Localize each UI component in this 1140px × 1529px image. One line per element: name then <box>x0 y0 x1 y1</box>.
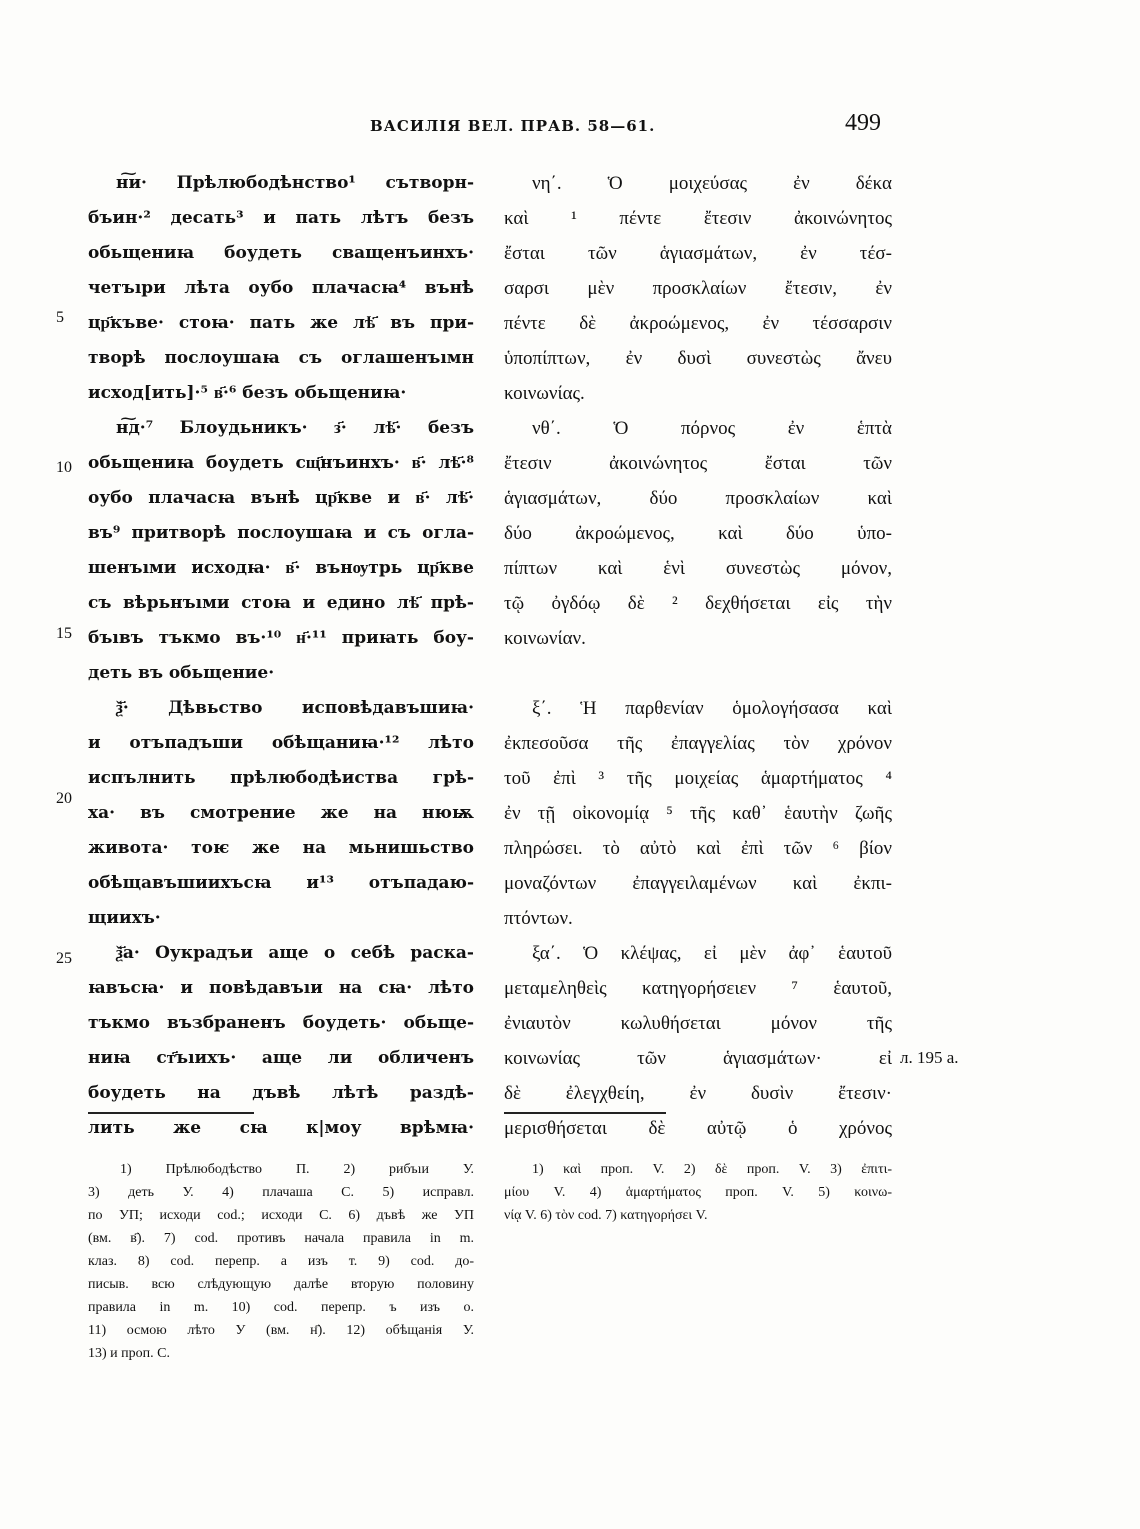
text-line: δύο ἀκροώμενος, καὶ δύο ὑπο- <box>504 523 892 544</box>
text-line: лить же сꙗ к|моу врѣмꙗ· <box>88 1118 474 1138</box>
text-line: μοναζόντων ἐπαγγειλαμένων καὶ ἐκπι- <box>504 873 892 894</box>
footnotes-slavonic <box>88 1158 474 1365</box>
text-line: πίπτων καὶ ἑνὶ συνεστὼς μόνον, <box>504 558 892 579</box>
slavonic-column <box>88 166 474 1146</box>
text-line: испълнить прѣлюбодѣиства грѣ- <box>88 768 474 788</box>
running-header: ВАСИЛІЯ ВЕЛ. ПРАВ. 58—61. <box>370 117 656 135</box>
text-line: κοινωνίας τῶν ἁγιασμάτων· εἰ <box>504 1048 892 1069</box>
line-number: 20 <box>56 790 72 807</box>
text-line: шенъıми исходꙗ· в҃· вънѹтрь цр҃кве <box>88 558 474 578</box>
text-line: ѯ҃а· Оукрадъи аще о себѣ раска- <box>116 943 474 963</box>
text-line: σαρσι μὲν προσκλαίων ἔτεσιν, ἐν <box>504 278 892 299</box>
text-line: νη΄. Ὁ μοιχεύσας ἐν δέκα <box>532 173 892 194</box>
text-line: τοῦ ἐπὶ ³ τῆς μοιχείας ἁμαρτήματος ⁴ <box>504 768 892 789</box>
text-line: δὲ ἐλεγχθείη, ἐν δυσὶν ἔτεσιν· <box>504 1083 892 1104</box>
footnote-divider-left <box>88 1112 254 1114</box>
line-number: 15 <box>56 625 72 642</box>
folio-margin-note: л. 195 а. <box>900 1048 959 1067</box>
text-line: ἔσται τῶν ἁγιασμάτων, ἐν τέσ- <box>504 243 892 264</box>
line-number: 10 <box>56 459 72 476</box>
footnotes-greek <box>504 1158 892 1227</box>
text-line: обѣщавъшиихъсꙗ и¹³ отъпадаю- <box>88 873 474 893</box>
text-line: μερισθήσεται δὲ αὐτῷ ὁ χρόνος <box>504 1118 892 1139</box>
footnote-line: правила in m. 10) cod. перепр. ъ изъ о. <box>88 1300 474 1315</box>
text-line: щиихъ· <box>88 908 161 928</box>
footnote-line: 11) осмою лѣто У (вм. н҃). 12) обѣщанiя У. <box>88 1323 474 1338</box>
footnote-line: писыв. всю слѣдующую далѣе вторую половину <box>88 1277 474 1292</box>
line-number: 5 <box>56 309 64 326</box>
footnote-line: 1) Прѣлюбодѣство П. 2) рибъıи У. <box>120 1162 474 1177</box>
page-number: 499 <box>845 110 881 136</box>
text-line: бъıвъ тъкмо въ·¹⁰ н҃·¹¹ приꙗть боу- <box>88 628 474 648</box>
text-line: четъıри лѣта оубо плачасꙗ⁴ вънѣ <box>88 278 474 298</box>
footnote-line: 3) деть У. 4) плачаша С. 5) исправл. <box>88 1185 474 1200</box>
text-line: κοινωνίαν. <box>504 628 586 649</box>
text-line: н͠и· Прѣлюбодѣнство¹ сътворн- <box>116 173 474 193</box>
line-number: 25 <box>56 950 72 967</box>
footnote-line: 13) и проп. С. <box>88 1346 170 1361</box>
text-line: ἁγιασμάτων, δύο προσκλαίων καὶ <box>504 488 892 509</box>
text-line: πέντε δὲ ἀκροώμενος, ἐν τέσσαρσιν <box>504 313 892 334</box>
text-line: бъин·² десать³ и пать лѣтъ безъ <box>88 208 474 228</box>
footnote-line: (вм. в҃). 7) cod. противъ начала правила in m. <box>88 1231 474 1246</box>
text-line: ἐνιαυτὸν κωλυθήσεται μόνον τῆς <box>504 1013 892 1034</box>
text-line: боудеть на дъвѣ лѣтѣ раздѣ- <box>88 1083 474 1103</box>
text-line: ха· въ смотрение же на нюѭ <box>88 803 474 823</box>
text-line: ниꙗ ст҃ъıихъ· аще ли обличенъ <box>88 1048 474 1068</box>
text-line: живота· тоѥ же на мьнишьство <box>88 838 474 858</box>
text-line: въ⁹ притворѣ послоушаꙗ и съ огла- <box>88 523 474 543</box>
text-line: ꙗвъсꙗ· и повѣдавъıи на сꙗ· лѣто <box>88 978 474 998</box>
footnote-line: клаз. 8) cod. перепр. а изъ т. 9) cod. до- <box>88 1254 474 1269</box>
text-line: ἔτεσιν ἀκοινώνητος ἔσται τῶν <box>504 453 892 474</box>
text-line: πτόντων. <box>504 908 573 929</box>
text-line: νθ΄. Ὁ πόρνος ἐν ἑπτὰ <box>532 418 892 439</box>
greek-column <box>504 166 892 1146</box>
text-line: деть въ обьщение· <box>88 663 275 683</box>
footnote-line: νίᾳ V. 6) τὸν cod. 7) κατηγορήσει V. <box>504 1208 708 1223</box>
text-line: μεταμεληθεὶς κατηγορήσειεν ⁷ ἑαυτοῦ, <box>504 978 892 999</box>
text-line: κοινωνίας. <box>504 383 585 404</box>
footnote-line: 1) καὶ проп. V. 2) δὲ проп. V. 3) ἐπιτι- <box>532 1162 892 1177</box>
paragraph-gap <box>504 656 892 691</box>
text-line: обьщениꙗ боудеть сщ҃нъинхъ· в҃· лѣ҃·⁸ <box>88 453 474 473</box>
text-line: и отъпадъши обѣщаниꙗ·¹² лѣто <box>88 733 474 753</box>
text-line: ἐν τῇ οἰκονομίᾳ ⁵ τῆς καθ᾽ ἑαυτὴν ζωῆς <box>504 803 892 824</box>
text-line: н͠д·⁷ Блоудьникъ· з҃· лѣ҃· безъ <box>116 418 474 438</box>
text-line: ξα΄. Ὁ κλέψας, εἰ μὲν ἀφ᾽ ἑαυτοῦ <box>532 943 892 964</box>
text-line: тъкмо възбраненъ боудеть· обьще- <box>88 1013 474 1033</box>
text-line: съ вѣрьнъıми стоꙗ и едино лѣ҃ прѣ- <box>88 593 474 613</box>
text-line: καὶ ¹ πέντε ἔτεσιν ἀκοινώνητος <box>504 208 892 229</box>
text-line: исход[ить]·⁵ в҃·⁶ безъ обьщениꙗ· <box>88 383 407 403</box>
text-line: творѣ послоушаꙗ съ оглашенъıмн <box>88 348 474 368</box>
text-line: ἐκπεσοῦσα τῆς ἐπαγγελίας τὸν χρόνον <box>504 733 892 754</box>
footnote-line: по УП; исходи cod.; исходи С. 6) дъвѣ же УП <box>88 1208 474 1223</box>
footnote-divider-right <box>504 1112 666 1114</box>
text-line: цр҃къве· стоꙗ· пать же лѣ҃ въ при- <box>88 313 474 333</box>
footnote-line: μίου V. 4) ἁμαρτήματος проп. V. 5) κοινω- <box>504 1185 892 1200</box>
text-line: оубо плачасꙗ вънѣ цр҃кве и в҃· лѣ҃· <box>88 488 474 508</box>
text-line: τῷ ὀγδόῳ δὲ ² δεχθήσεται εἰς τὴν <box>504 593 892 614</box>
text-line: ὑποπίπτων, ἐν δυσὶ συνεστὼς ἄνευ <box>504 348 892 369</box>
text-line: ξ΄. Ἡ παρθενίαν ὁμολογήσασα καὶ <box>532 698 892 719</box>
text-line: πληρώσει. τὸ αὐτὸ καὶ ἐπὶ τῶν ⁶ βίον <box>504 838 892 859</box>
text-line: обьщениꙗ боудеть сващенъинхъ· <box>88 243 474 263</box>
text-line: ѯ҃· Дѣвьство исповѣдавъшиꙗ· <box>116 698 474 718</box>
